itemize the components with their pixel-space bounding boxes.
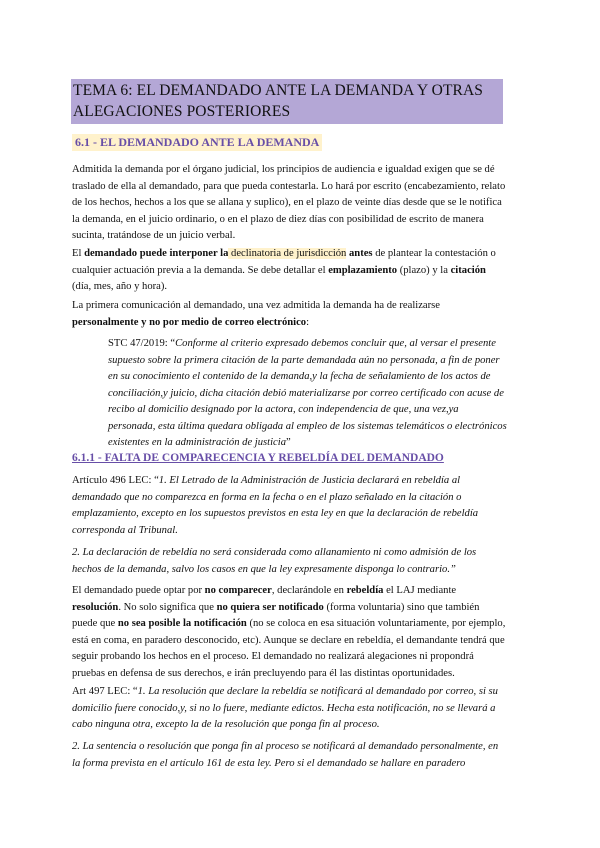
- bold-run: resolución: [72, 601, 119, 613]
- italic-run: 1. El Letrado de la Administración de Justicia declarará en rebeldía al: [158, 475, 461, 486]
- title-line-2: ALEGACIONES POSTERIORES: [73, 103, 291, 120]
- text-line: 2. La declaración de rebeldía no será considerada como allanamiento ni como admisión de los: [72, 547, 477, 558]
- paragraph-declinatoria: [72, 246, 528, 296]
- text-line: cabo ninguna otra, excepto la de la resolución que ponga fin al proceso.: [72, 719, 380, 730]
- text-run: puede que: [72, 618, 118, 629]
- text-line: personada, esta última quedara obligada al empleo de los sistemas telemáticos o electrónicos: [108, 420, 507, 432]
- text-line: está en coma, en paradero desconocido, etc). Aunque se declare en rebeldía, el demandante tendrá que: [72, 634, 505, 646]
- text-line: (día, mes, año y hora).: [72, 281, 168, 292]
- italic-run: 1. La resolución que declare la rebeldía se notificará al demandado por correo, si su: [137, 686, 498, 697]
- text-run: (forma voluntaria) sino que también: [323, 601, 480, 613]
- text-line: [72, 616, 528, 633]
- text-line: [72, 684, 528, 701]
- text-line: demandado que no comparezca en forma en la fecha o en el plazo señalado en la citación o: [72, 491, 462, 503]
- text-line: pruebas en defensa de sus derechos, e irán precluyendo para él las distintas oportunidades.: [72, 667, 455, 679]
- bold-run: rebeldía: [346, 585, 384, 596]
- text-run: El demandado puede optar por: [72, 585, 205, 596]
- paragraph-primera-comunicacion: [72, 298, 528, 331]
- text-line: domicilio fuere conocido,y, si no lo fuere, mediante edictos. Hecha esta notificación, no se llevará a: [72, 702, 496, 714]
- text-line: hechos de la demanda, salvo los casos en que la ley expresamente disponga lo contrario.”: [72, 563, 456, 575]
- quote-close: ”: [286, 437, 291, 448]
- text-line: [72, 246, 528, 263]
- paragraph-articulo-496: [72, 473, 528, 539]
- section-heading-6-1: 6.1 - EL DEMANDADO ANTE LA DEMANDA: [72, 134, 322, 151]
- text-line: La primera comunicación al demandado, una vez admitida la demanda ha de realizarse: [72, 300, 440, 311]
- text-line: emplazamiento, excepto en los supuestos previstos en esta ley en que la declaración de rebeldía: [72, 508, 479, 519]
- paragraph-articulo-497: [72, 684, 528, 734]
- text-run: de plantear la contestación o: [372, 248, 496, 259]
- text-line: [72, 600, 528, 617]
- text-run: , declarándole en: [271, 585, 347, 596]
- text-run: (no se coloca en esa situación voluntariamente, por ejemplo,: [246, 618, 506, 629]
- text-line: [108, 336, 528, 353]
- bold-run: no comparecer: [204, 585, 272, 596]
- text-run: (plazo) y la: [397, 264, 451, 276]
- text-run: cualquier actuación previa a la demanda. Se debe detallar el: [72, 264, 329, 276]
- text-run: El: [72, 248, 85, 259]
- bold-run: demandado puede interponer la: [84, 248, 229, 259]
- text-run: . No solo significa que: [118, 601, 217, 613]
- section-heading-6-1-1: 6.1.1 - FALTA DE COMPARECENCIA Y REBELDÍA DEL DEMANDADO: [72, 452, 444, 464]
- bold-run: citación: [450, 264, 486, 276]
- text-line: conciliación,y juicio, dicha citación debió materializarse por correo certificado con acuse de: [108, 387, 504, 399]
- citation-lead: STC 47/2019: “: [108, 338, 176, 349]
- highlighted-run: declinatoria de jurisdicción: [228, 248, 347, 259]
- text-line: [72, 315, 528, 332]
- text-line: [108, 435, 528, 452]
- page-title: [71, 79, 503, 124]
- paragraph-rebeldia: [72, 583, 528, 682]
- text-line: Admitida la demanda por el órgano judicial, los principios de audiencia e igualdad exigen que se dé: [72, 164, 495, 175]
- paragraph-articulo-497-2: [72, 739, 528, 772]
- bold-run: emplazamiento: [328, 264, 398, 276]
- text-line: recibo al domicilio designado por la actora, con independencia de que, una vez,ya: [108, 404, 459, 415]
- text-line: en su conocimiento el contenido de la demanda,y la fecha de señalamiento de los actos de: [108, 371, 491, 382]
- italic-run: Conforme al criterio expresado debemos concluir que, al versar el presente: [175, 338, 496, 349]
- bold-run: no quiera ser notificado: [216, 601, 324, 613]
- quote-stc-47-2019: [108, 336, 528, 452]
- text-line: [72, 583, 528, 600]
- title-line-1: TEMA 6: EL DEMANDADO ANTE LA DEMANDA Y OTRAS: [73, 82, 483, 99]
- text-line: supuesto sobre la primera citación de la parte demandada aún no personada, a fin de poner: [108, 354, 500, 366]
- text-run: el LAJ mediante: [383, 585, 457, 596]
- bold-run: antes: [346, 248, 373, 259]
- italic-run: existentes en la administración de justicia: [108, 437, 287, 448]
- text-line: 2. La sentencia o resolución que ponga fin al proceso se notificará al demandado personalmente, en: [72, 741, 499, 752]
- citation-lead: Artículo 496 LEC: “: [72, 475, 159, 486]
- text-line: seguir probando los hechos en el proceso. El demandado no realizará alegaciones ni propondrá: [72, 651, 474, 662]
- text-line: corresponda al Tribunal.: [72, 524, 178, 536]
- text-line: traslado de ella al demandado, para que pueda contestarla. Lo hará por escrito (encabezamiento, relato: [72, 180, 506, 192]
- paragraph-articulo-496-2: [72, 545, 528, 578]
- citation-lead: Art 497 LEC: “: [72, 686, 138, 697]
- text-line: la demanda, en el juicio ordinario, o en el plazo de diez días con posibilidad de escrito de manera: [72, 213, 484, 225]
- text-line: [72, 263, 528, 280]
- text-line: [72, 473, 528, 490]
- text-line: de los hechos, hechos a los que se allana y suplico), en el plazo de veinte días desde que se le notifica: [72, 197, 502, 208]
- text-line: la forma prevista en el artículo 161 de esta ley. Pero si el demandado se hallare en paradero: [72, 757, 466, 769]
- bold-run: no sea posible la notificación: [117, 618, 247, 629]
- bold-run: personalmente y no por medio de correo electrónico: [72, 316, 307, 328]
- text-line: sucinta, tratándose de un juicio verbal.: [72, 230, 236, 241]
- paragraph-intro: [72, 162, 528, 245]
- text-run: :: [306, 316, 310, 328]
